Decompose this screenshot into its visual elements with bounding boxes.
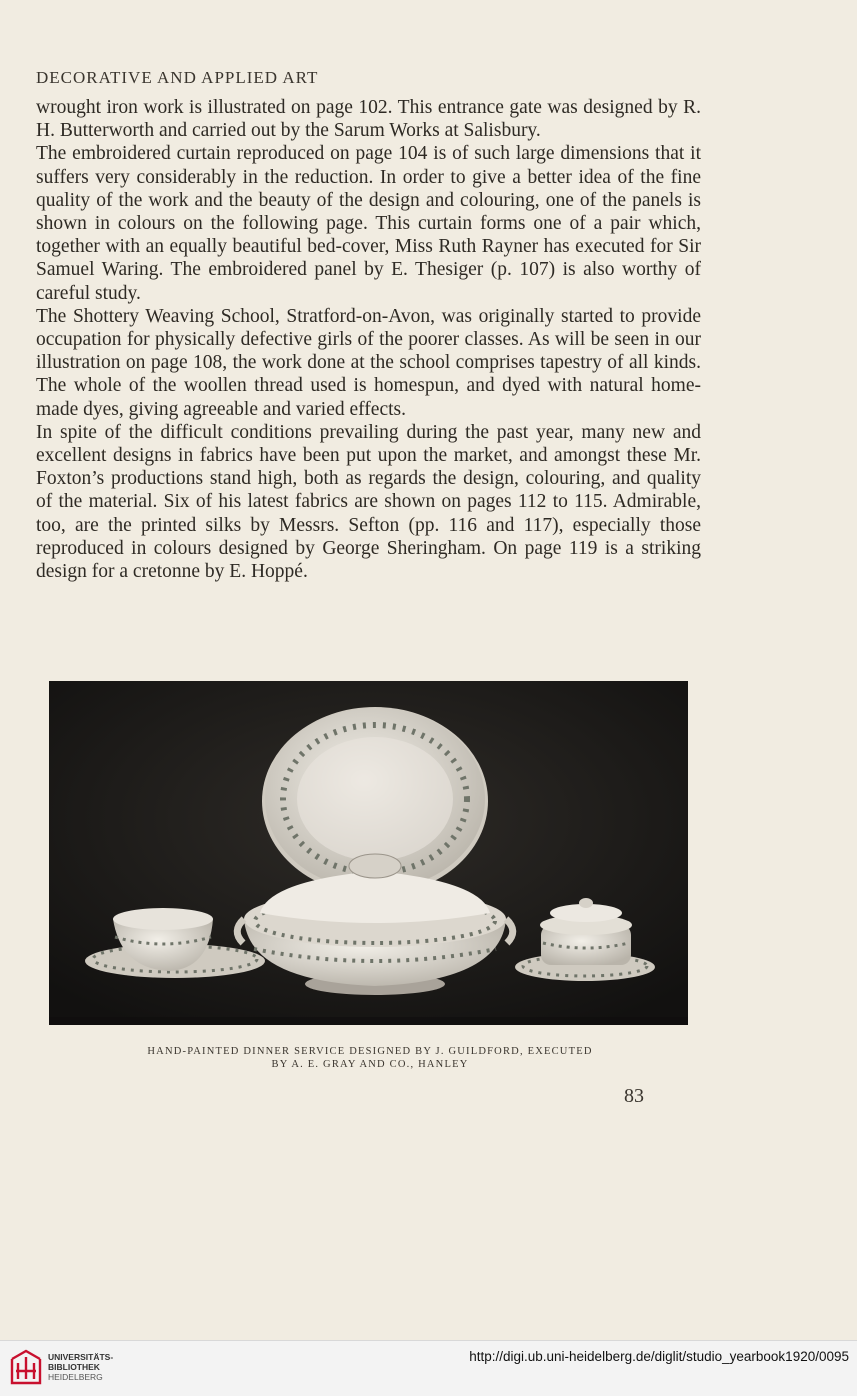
permalink-url[interactable]: http://digi.ub.uni-heidelberg.de/diglit/studio_yearbook1920/0095	[469, 1349, 849, 1364]
caption-line-2: BY A. E. GRAY AND CO., HANLEY	[271, 1059, 469, 1070]
library-name-line-1: UNIVERSITÄTS-	[48, 1352, 114, 1362]
library-name	[48, 1352, 113, 1382]
paragraph-3: The Shottery Weaving School, Stratford-on-Avon, was originally started to provide occupation for physically defective girls of the poorer classes. As will be seen in our illustration on page 108, the work done at the school comprises tapestry of all kinds. The whole of the woollen thread used is homespun, and dyed with natural home-made dyes, giving agreeable and varied effects.	[36, 305, 701, 420]
library-name-line-2: BIBLIOTHEK	[48, 1362, 100, 1372]
heidelberg-library-logo-icon	[10, 1349, 44, 1394]
running-head: DECORATIVE AND APPLIED ART	[36, 68, 319, 87]
body-text	[36, 96, 701, 583]
paragraph-4: In spite of the difficult conditions prevailing during the past year, many new and excellent designs in fabrics have been put upon the market, and amongst these Mr. Foxton’s productions stand high, both as regards the design, colouring, and quality of the material. Six of his latest fabrics are shown on pages 112 to 115. Admirable, too, are the printed silks by Messrs. Sefton (pp. 116 and 117), especially those reproduced in colours designed by George Sheringham. On page 119 is a striking design for a cretonne by E. Hoppé.	[36, 421, 701, 583]
page-number: 83	[624, 1085, 644, 1107]
paragraph-1: wrought iron work is illustrated on page 102. This entrance gate was designed by R. H. Butterworth and carried out by the Sarum Works at Salisbury.	[36, 97, 701, 142]
viewer-footer	[0, 1340, 857, 1396]
paragraph-2: The embroidered curtain reproduced on page 104 is of such large dimensions that it suffers very considerably in the reduction. In order to give a better idea of the fine quality of the work and the beauty of the design and colouring, one of the panels is shown in colours on the following page. This curtain forms one of a pair which, together with an equally beautiful bed-cover, Miss Ruth Rayner has executed for Sir Samuel Waring. The embroidered panel by E. Thesiger (p. 107) is also worthy of careful study.	[36, 143, 701, 304]
caption-line-1: HAND-PAINTED DINNER SERVICE DESIGNED BY J. GUILDFORD, EXECUTED	[147, 1046, 593, 1057]
library-name-line-3: HEIDELBERG	[48, 1372, 103, 1382]
dinner-service-photo	[49, 681, 688, 1025]
figure-caption	[80, 1045, 660, 1071]
